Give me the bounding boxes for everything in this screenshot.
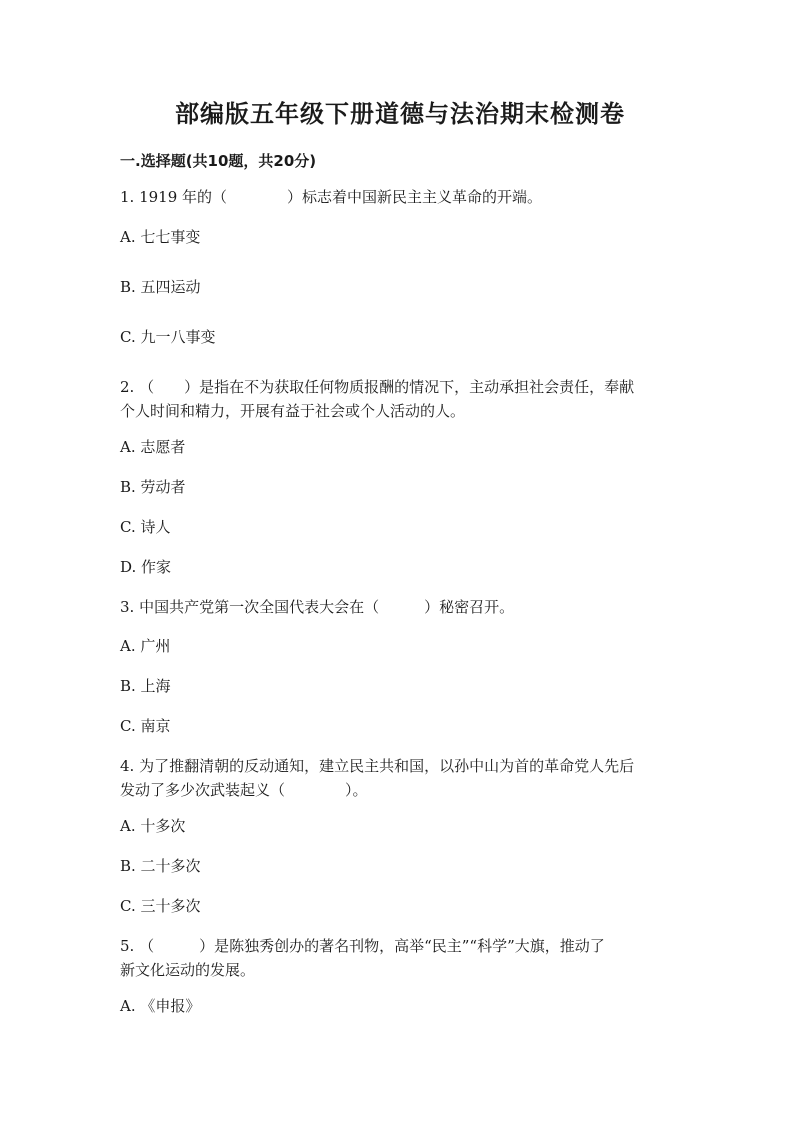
question-2-text-line-2: 个人时间和精力，开展有益于社会或个人活动的人。 [120,402,466,420]
question-2-text-line-1: 2. （ ）是指在不为获取任何物质报酬的情况下，主动承担社会责任，奉献 [120,378,635,396]
question-5-option-a: A. 《申报》 [120,997,201,1015]
question-4-option-a: A. 十多次 [120,817,186,835]
question-1-option-a: A. 七七事变 [120,228,201,246]
question-2-option-d: D. 作家 [120,558,172,576]
question-3-option-c: C. 南京 [120,717,171,735]
question-1-option-b: B. 五四运动 [120,278,201,296]
question-3-option-a: A. 广州 [120,637,171,655]
question-3-text: 3. 中国共产党第一次全国代表大会在（ ）秘密召开。 [120,598,515,616]
question-4-text-line-1: 4. 为了推翻清朝的反动通知，建立民主共和国，以孙中山为首的革命党人先后 [120,757,635,775]
question-5-text-line-1: 5. （ ）是陈独秀创办的著名刊物，高举“民主”“科学”大旗，推动了 [120,937,605,955]
question-4-option-b: B. 二十多次 [120,857,201,875]
section-heading: 一.选择题(共10题，共20分) [120,152,317,170]
question-2-option-b: B. 劳动者 [120,478,186,496]
question-4-text-line-2: 发动了多少次武装起义（ ）。 [120,781,368,799]
question-4-option-c: C. 三十多次 [120,897,201,915]
question-1-option-c: C. 九一八事变 [120,328,216,346]
question-2-option-c: C. 诗人 [120,518,171,536]
question-2-option-a: A. 志愿者 [120,438,186,456]
question-3-option-b: B. 上海 [120,677,171,695]
question-5-text-line-2: 新文化运动的发展。 [120,961,256,979]
page-title: 部编版五年级下册道德与法治期末检测卷 [175,100,625,128]
question-1-text: 1. 1919 年的（ ）标志着中国新民主主义革命的开端。 [120,188,543,206]
